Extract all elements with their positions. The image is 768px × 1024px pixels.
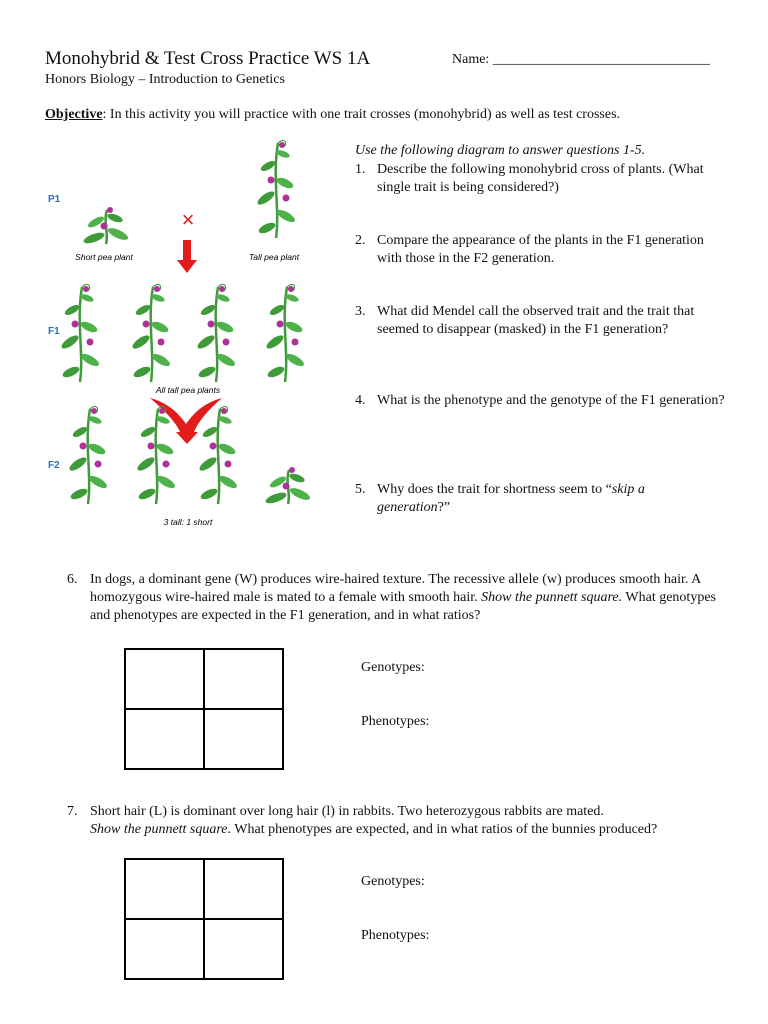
arrow-down-icon xyxy=(177,240,197,273)
punnett-cell[interactable] xyxy=(204,859,283,919)
question-3: 3. What did Mendel call the observed trait and the trait that seemed to disappear (masked) in the F1 generation? xyxy=(355,304,695,337)
f1-caption: All tall pea plants xyxy=(155,385,221,395)
punnett-cell[interactable] xyxy=(125,709,204,769)
question-1: 1. Describe the following monohybrid cross of plants. (What single trait is being considered?) xyxy=(355,162,704,195)
objective-text: : In this activity you will practice with one trait crosses (monohybrid) as well as test crosses. xyxy=(102,107,621,122)
question-2: 2. Compare the appearance of the plants in the F1 generation with those in the F2 generation. xyxy=(355,233,704,266)
punnett-square-7[interactable] xyxy=(124,858,284,980)
punnett-cell[interactable] xyxy=(125,919,204,979)
pea-cross-diagram xyxy=(38,132,328,532)
punnett-cell[interactable] xyxy=(125,649,204,709)
tall-plant-label: Tall pea plant xyxy=(248,252,300,262)
punnett-cell[interactable] xyxy=(125,859,204,919)
questions-intro: Use the following diagram to answer questions 1-5. xyxy=(355,143,646,158)
p1-label: P1 xyxy=(48,194,61,205)
q6-genotypes-label: Genotypes: xyxy=(361,660,425,675)
cross-x-icon: × xyxy=(181,207,195,232)
f1-label: F1 xyxy=(48,326,60,337)
q7-phenotypes-label: Phenotypes: xyxy=(361,928,430,943)
q7-genotypes-label: Genotypes: xyxy=(361,874,425,889)
objective-label: Objective xyxy=(45,107,103,122)
punnett-square-6[interactable] xyxy=(124,648,284,770)
worksheet-subtitle: Honors Biology – Introduction to Genetics xyxy=(45,72,285,87)
objective-line xyxy=(45,107,620,123)
q6-phenotypes-label: Phenotypes: xyxy=(361,714,430,729)
punnett-cell[interactable] xyxy=(204,919,283,979)
f2-caption: 3 tall: 1 short xyxy=(163,517,213,527)
f2-label: F2 xyxy=(48,460,60,471)
short-plant-label: Short pea plant xyxy=(75,252,133,262)
question-5: 5. Why does the trait for shortness seem to “skip a generation?” xyxy=(355,482,645,515)
question-4: 4. What is the phenotype and the genotype of the F1 generation? xyxy=(355,393,725,408)
punnett-cell[interactable] xyxy=(204,649,283,709)
worksheet-title: Monohybrid & Test Cross Practice WS 1A xyxy=(45,48,371,69)
name-field-label: Name: _______________________________ xyxy=(452,52,710,67)
punnett-cell[interactable] xyxy=(204,709,283,769)
